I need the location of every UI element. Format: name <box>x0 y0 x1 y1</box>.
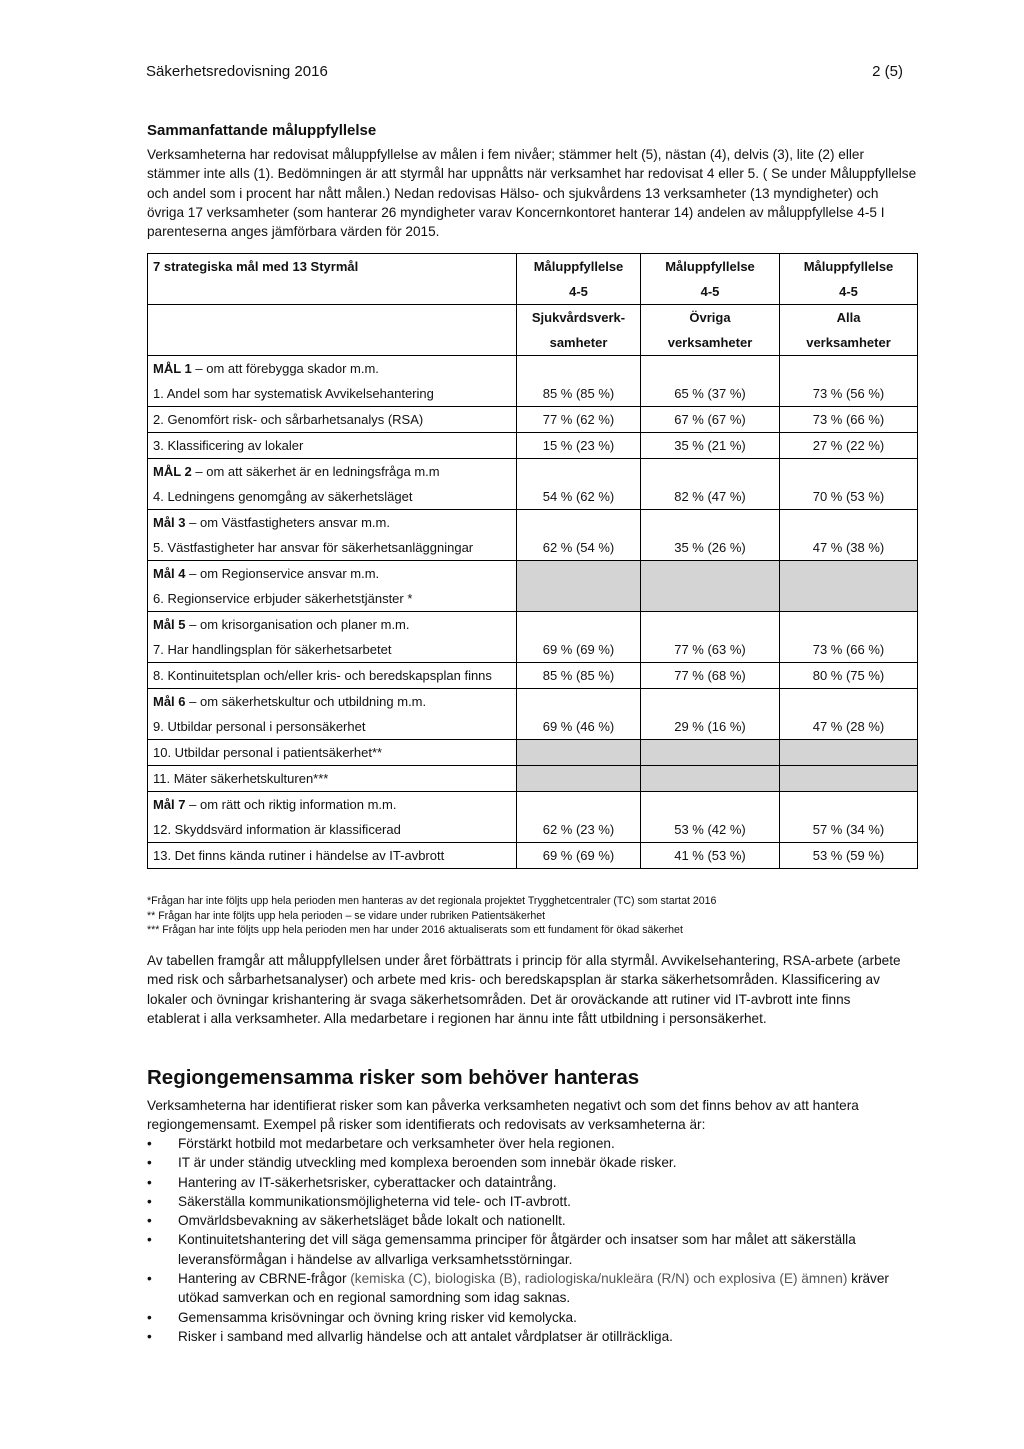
value-cell <box>641 740 780 766</box>
list-item: • Gemensamma krisövningar och övning kring risker vid kemolycka. <box>147 1308 907 1327</box>
row-label: 11. Mäter säkerhetskulturen*** <box>148 766 517 792</box>
goal-number: Mål 7 <box>153 797 186 812</box>
footnote: *** Frågan har inte följts upp hela perioden men har under 2016 aktualiserats som ett fundament för ökad säkerhet <box>147 924 683 936</box>
value-cell: 69 % (46 %) <box>517 714 641 740</box>
table-row <box>148 381 918 407</box>
goal-row <box>148 792 918 818</box>
list-item: • Hantering av CBRNE-frågor (kemiska (C), biologiska (B), radiologiska/nukleära (R/N) och explosiva (E) ämnen) kräver utökad samverkan och en regional samordning som idag saknas. <box>147 1271 889 1306</box>
table-row <box>148 843 918 869</box>
goal-number: Mål 4 <box>153 566 186 581</box>
goal-heading <box>148 356 517 382</box>
col-heading: Måluppfyllelse <box>780 254 918 280</box>
value-cell: 53 % (59 %) <box>780 843 918 869</box>
value-cell: 47 % (28 %) <box>780 714 918 740</box>
goal-heading <box>148 792 517 818</box>
row-label: 1. Andel som har systematisk Avvikelsehantering <box>148 381 517 407</box>
goal-description: – om Västfastigheters ansvar m.m. <box>185 515 390 530</box>
value-cell: 73 % (56 %) <box>780 381 918 407</box>
value-cell: 47 % (38 %) <box>780 535 918 561</box>
table-row <box>148 484 918 510</box>
row-label: 7. Har handlingsplan för säkerhetsarbetet <box>148 637 517 663</box>
value-cell <box>780 740 918 766</box>
value-cell: 69 % (69 %) <box>517 843 641 869</box>
value-cell: 65 % (37 %) <box>641 381 780 407</box>
risks-list <box>147 1134 907 1346</box>
value-cell: 82 % (47 %) <box>641 484 780 510</box>
goal-row <box>148 356 918 382</box>
goal-number: MÅL 2 <box>153 464 192 479</box>
value-cell: 85 % (85 %) <box>517 663 641 689</box>
goal-number: Mål 3 <box>153 515 186 530</box>
goal-row <box>148 459 918 485</box>
value-cell: 62 % (54 %) <box>517 535 641 561</box>
row-label: 3. Klassificering av lokaler <box>148 433 517 459</box>
col-name: samheter <box>517 330 641 356</box>
list-item: • Omvärldsbevakning av säkerhetsläget både lokalt och nationellt. <box>147 1211 907 1230</box>
value-cell: 73 % (66 %) <box>780 637 918 663</box>
list-item: • Förstärkt hotbild mot medarbetare och verksamheter över hela regionen. <box>147 1134 907 1153</box>
goal-description: – om rätt och riktig information m.m. <box>185 797 397 812</box>
value-cell <box>780 766 918 792</box>
value-cell <box>780 586 918 612</box>
summary-paragraph: Av tabellen framgår att måluppfyllelsen under året förbättrats i princip för alla styrmål. Avvikelsehantering, RSA-arbete (arbete med risk och sårbarhetsanalyser) och arbete med kris- och beredskapsplan är starka säkerhetsområden. Klassificering av lokaler och övningar krishantering är svaga säkerhetsområden. Det är oroväckande att rutiner vid IT-avbrott inte finns etablerat i alla verksamheter. Alla medarbetare i regionen har ännu inte fått utbildning i personsäkerhet. <box>147 953 901 1026</box>
bullet-icon: • <box>147 1193 152 1209</box>
table-row <box>148 433 918 459</box>
cbrne-detail: (kemiska (C), biologiska (B), radiologiska/nukleära (R/N) och explosiva (E) ämnen) <box>346 1271 848 1287</box>
goal-heading <box>148 561 517 587</box>
intro-paragraph: Verksamheterna har redovisat måluppfyllelse av målen i fem nivåer; stämmer helt (5), nästan (4), delvis (3), lite (2) eller stämmer inte alls (1). Bedömningen är att styrmål har uppnåtts när verksamhet har redovisat 4 eller 5. ( Se under Måluppfyllelse och andel som i procent har nått målen.) Nedan redovisas Hälso- och sjukvårdens 13 verksamheter (13 myndigheter) och övriga 17 verksamheter (som hanterar 26 myndigheter varav Koncernkontoret hanterar 14) andelen av måluppfyllelse 4-5 I parenteserna anges jämförbara värden för 2015. <box>147 147 917 240</box>
goal-heading <box>148 612 517 638</box>
list-item: • Hantering av IT-säkerhetsrisker, cyberattacker och dataintrång. <box>147 1173 907 1192</box>
bullet-icon: • <box>147 1271 152 1287</box>
col-name: Sjukvårdsverk- <box>517 305 641 331</box>
table-row <box>148 407 918 433</box>
list-item: • Säkerställa kommunikationsmöjligheterna vid tele- och IT-avbrott. <box>147 1192 907 1211</box>
goals-table <box>147 253 918 869</box>
bullet-icon: • <box>147 1174 152 1190</box>
col-range: 4-5 <box>780 279 918 305</box>
value-cell: 77 % (62 %) <box>517 407 641 433</box>
col-name: verksamheter <box>780 330 918 356</box>
list-item: • Risker i samband med allvarlig händelse och att antalet vårdplatser är otillräckliga. <box>147 1327 907 1346</box>
table-header-row <box>148 279 918 305</box>
value-cell <box>517 740 641 766</box>
row-label: 10. Utbildar personal i patientsäkerhet** <box>148 740 517 766</box>
goal-number: Mål 6 <box>153 694 186 709</box>
bullet-icon: • <box>147 1309 152 1325</box>
value-cell: 85 % (85 %) <box>517 381 641 407</box>
value-cell: 69 % (69 %) <box>517 637 641 663</box>
table-row <box>148 586 918 612</box>
value-cell: 73 % (66 %) <box>780 407 918 433</box>
value-cell: 57 % (34 %) <box>780 817 918 843</box>
value-cell: 80 % (75 %) <box>780 663 918 689</box>
col-range: 4-5 <box>641 279 780 305</box>
col-name: verksamheter <box>641 330 780 356</box>
value-cell: 35 % (26 %) <box>641 535 780 561</box>
value-cell: 29 % (16 %) <box>641 714 780 740</box>
goal-description: – om krisorganisation och planer m.m. <box>185 617 410 632</box>
table-header-row <box>148 254 918 280</box>
value-cell: 62 % (23 %) <box>517 817 641 843</box>
goal-number: Mål 5 <box>153 617 186 632</box>
goal-heading <box>148 689 517 715</box>
col-range: 4-5 <box>517 279 641 305</box>
goal-description: – om säkerhetskultur och utbildning m.m. <box>185 694 427 709</box>
cbrne-tail: kräver utökad samverkan och en regional samordning som idag saknas. <box>178 1271 889 1306</box>
table-row <box>148 637 918 663</box>
goal-row <box>148 689 918 715</box>
risks-heading: Regiongemensamma risker som behöver hanteras <box>147 1066 640 1089</box>
row-label: 5. Västfastigheter har ansvar för säkerhetsanläggningar <box>148 535 517 561</box>
table-row <box>148 535 918 561</box>
value-cell: 41 % (53 %) <box>641 843 780 869</box>
col-heading: Måluppfyllelse <box>517 254 641 280</box>
goal-row <box>148 561 918 587</box>
table-header-row <box>148 330 918 356</box>
col-name: Alla <box>780 305 918 331</box>
list-item: • IT är under ständig utveckling med komplexa beroenden som innebär ökade risker. <box>147 1153 907 1172</box>
value-cell <box>641 586 780 612</box>
list-item: • Kontinuitetshantering det vill säga gemensamma principer för åtgärder och insatser som har målet att säkerställa leveransförmågan i händelse av allvarliga verksamhetsstörningar. <box>147 1232 856 1267</box>
risks-intro: Verksamheterna har identifierat risker som kan påverka verksamheten negativt och som det finns behov av att hantera regiongemensamt. Exempel på risker som identifierats och redovisats av verksamheterna är: <box>147 1098 859 1133</box>
goal-heading <box>148 510 517 536</box>
value-cell: 27 % (22 %) <box>780 433 918 459</box>
bullet-icon: • <box>147 1155 152 1171</box>
row-label: 12. Skyddsvärd information är klassificerad <box>148 817 517 843</box>
footnote: ** Frågan har inte följts upp hela perioden – se vidare under rubriken Patientsäkerhet <box>147 909 546 922</box>
col-name: Övriga <box>641 305 780 331</box>
value-cell: 54 % (62 %) <box>517 484 641 510</box>
bullet-icon: • <box>147 1232 152 1248</box>
footnotes <box>147 894 716 938</box>
value-cell: 53 % (42 %) <box>641 817 780 843</box>
value-cell: 70 % (53 %) <box>780 484 918 510</box>
row-label: 4. Ledningens genomgång av säkerhetsläget <box>148 484 517 510</box>
table-row <box>148 714 918 740</box>
footnote: *Frågan har inte följts upp hela perioden men hanteras av det regionala projektet Trygghetcentraler (TC) som startat 2016 <box>147 895 717 907</box>
table-header-title: 7 strategiska mål med 13 Styrmål <box>148 254 517 280</box>
value-cell <box>517 766 641 792</box>
row-label: 2. Genomfört risk- och sårbarhetsanalys (RSA) <box>148 407 517 433</box>
section-heading: Sammanfattande måluppfyllelse <box>147 122 377 139</box>
bullet-icon: • <box>147 1136 152 1151</box>
table-row <box>148 766 918 792</box>
row-label: 13. Det finns kända rutiner i händelse av IT-avbrott <box>148 843 517 869</box>
row-label: 8. Kontinuitetsplan och/eller kris- och beredskapsplan finns <box>148 663 517 689</box>
value-cell <box>641 766 780 792</box>
value-cell: 35 % (21 %) <box>641 433 780 459</box>
col-heading: Måluppfyllelse <box>641 254 780 280</box>
row-label: 6. Regionservice erbjuder säkerhetstjänster * <box>148 586 517 612</box>
table-header-row <box>148 305 918 331</box>
page-number: 2 (5) <box>872 63 903 80</box>
table-row <box>148 663 918 689</box>
goal-description: – om att säkerhet är en ledningsfråga m.m <box>191 464 440 479</box>
goal-description: – om att förebygga skador m.m. <box>191 361 379 376</box>
goal-number: MÅL 1 <box>153 361 192 376</box>
value-cell <box>517 586 641 612</box>
value-cell: 15 % (23 %) <box>517 433 641 459</box>
document-title: Säkerhetsredovisning 2016 <box>146 63 328 80</box>
value-cell: 67 % (67 %) <box>641 407 780 433</box>
value-cell: 77 % (63 %) <box>641 637 780 663</box>
value-cell: 77 % (68 %) <box>641 663 780 689</box>
row-label: 9. Utbildar personal i personsäkerhet <box>148 714 517 740</box>
table-row <box>148 817 918 843</box>
bullet-icon: • <box>147 1328 152 1344</box>
bullet-icon: • <box>147 1213 152 1229</box>
table-row <box>148 740 918 766</box>
goal-description: – om Regionservice ansvar m.m. <box>185 566 380 581</box>
goal-heading <box>148 459 517 485</box>
goal-row <box>148 510 918 536</box>
goal-row <box>148 612 918 638</box>
